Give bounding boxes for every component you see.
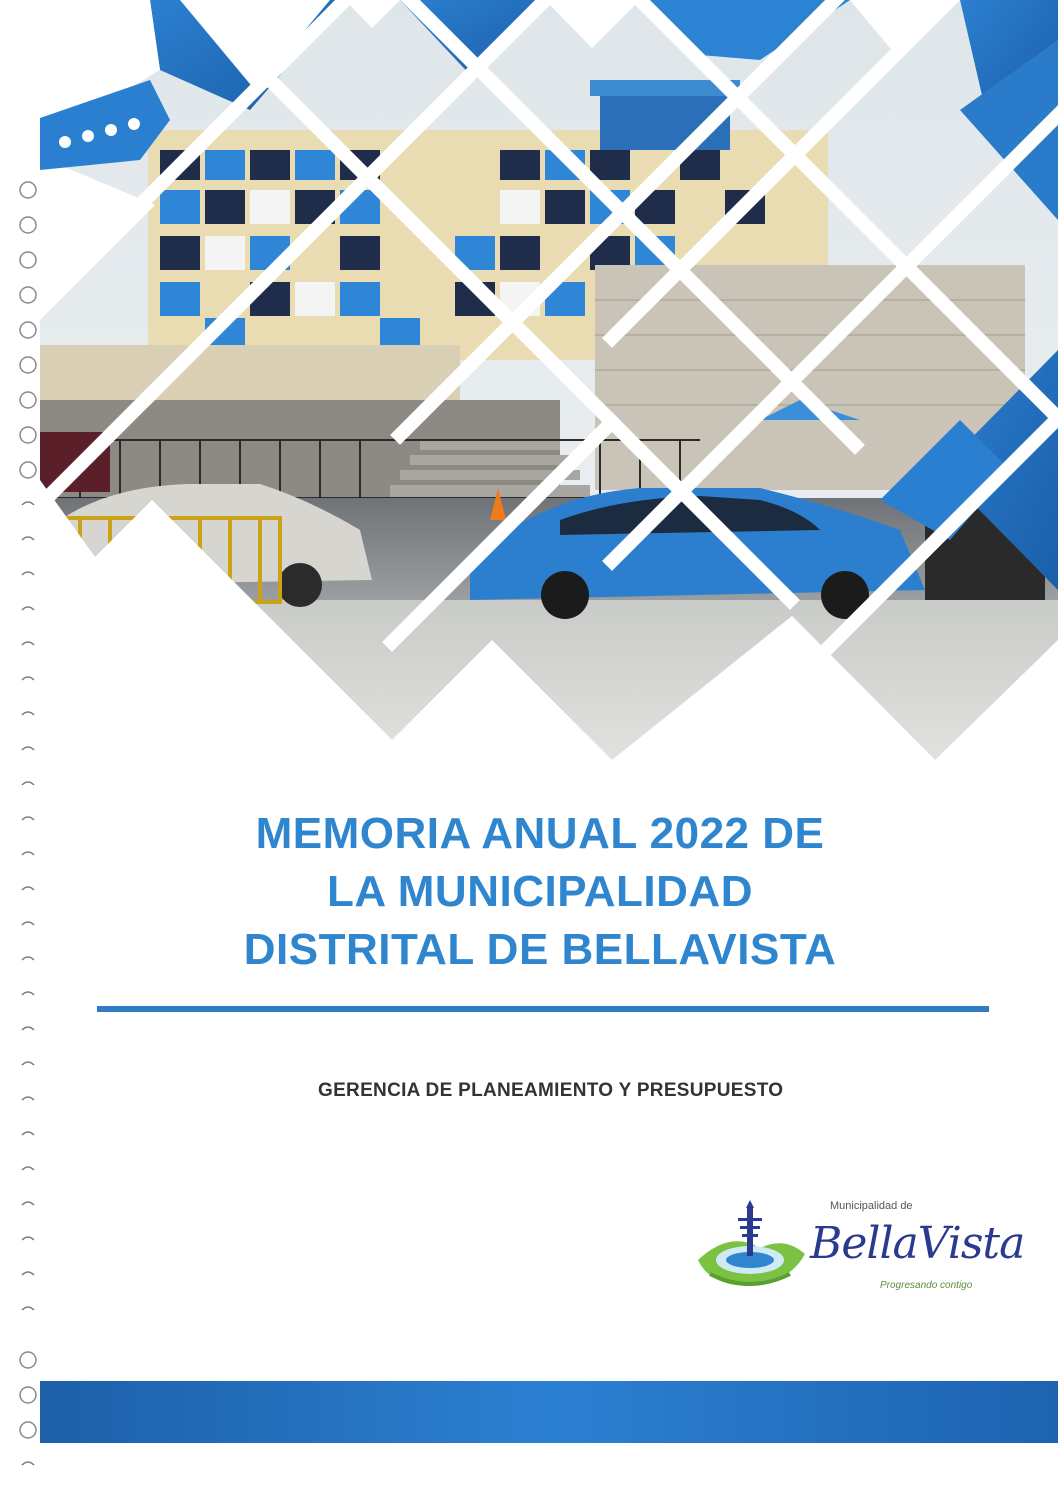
document-title [150,805,930,979]
bellavista-emblem-icon [690,1190,810,1310]
title-line-2: LA MUNICIPALIDAD [327,867,753,916]
footer-bar [0,1381,1058,1443]
title-line-3: DISTRITAL DE BELLAVISTA [243,925,837,974]
logo-slogan: Progresando contigo [880,1280,973,1291]
logo-small-text: Municipalidad de [830,1200,913,1212]
title-line-1: MEMORIA ANUAL 2022 DE [255,809,825,858]
logo-name: BellaVista [810,1218,1025,1269]
spiral-binding [0,0,40,1497]
document-subtitle: GERENCIA DE PLANEAMIENTO Y PRESUPUESTO [318,1080,784,1101]
title-divider [97,1006,989,1012]
bellavista-logo [690,1190,1025,1310]
